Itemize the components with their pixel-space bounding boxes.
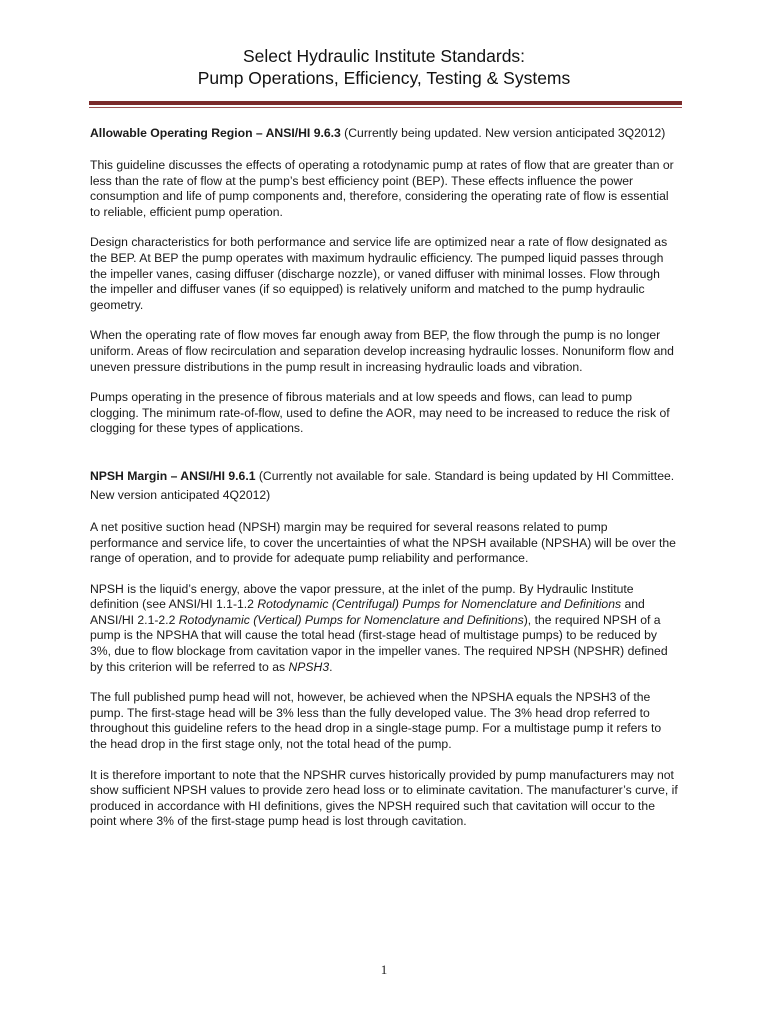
section-allowable-operating-region (90, 124, 678, 437)
paragraph: Pumps operating in the presence of fibrous materials and at low speeds and flows, can lead to pump clogging. The minimum rate-of-flow, used to define the AOR, may need to be increased to reduce the risk of clogging for these types of applications. (90, 390, 670, 436)
section-status: (Currently being updated. New version anticipated 3Q2012) (340, 126, 666, 140)
text-run: NPSH is the liquid’s energy, above the vapor pressure, at the inlet of the pump. By Hydraulic Institute definition (see ANSI/HI 1.1-1.2 (90, 581, 634, 612)
paragraph: It is therefore important to note that the NPSHR curves historically provided by pump manufacturers may not show sufficient NPSH values to provide zero head loss or to eliminate cavitation. The manufacturer’s curve, if produced in accordance with HI definitions, gives the NPSH required such that cavitation will occur to the point where 3% of the first-stage pump head is lost through cavitation. (90, 767, 678, 829)
paragraph: The full published pump head will not, however, be achieved when the NPSHA equals the NPSH3 of the pump. The first-stage head will be 3% less than the fully developed value. The 3% head drop referred to throughout this guideline refers to the head drop in a single-stage pump. For a multistage pump it refers to the head drop in the first stage only, not the total head of the pump. (90, 690, 662, 752)
text-run: and ANSI/HI 2.1-2.2 (90, 597, 645, 627)
paragraph (90, 582, 678, 676)
page-number: 1 (380, 962, 388, 977)
section-title: NPSH Margin – ANSI/HI 9.6.1 (90, 468, 256, 483)
text-run: ), the required NPSH of a pump is the NPSHA that will cause the total head (first-stage head of multistage pumps) to be reduced by 3%, due to flow blockage from cavitation vapor in the impeller vanes. The required NPSH (NPSHR) defined by this criterion will be referred to as (90, 612, 668, 674)
paragraph: This guideline discusses the effects of operating a rotodynamic pump at rates of flow that are greater than or less than the rate of flow at the pump’s best efficiency point (BEP). These effects influence the power consumption and life of pump components and, therefore, considering the operating rate of flow is essential to reliable, efficient pump operation. (90, 158, 674, 219)
paragraph: Design characteristics for both performance and service life are optimized near a rate of flow designated as the BEP. At BEP the pump operates with maximum hydraulic efficiency. The pumped liquid passes through the impeller vanes, casing diffuser (discharge nozzle), or vaned diffuser with minimal losses. Flow through the impeller and diffuser vanes (if so equipped) is relatively uniform and matched to the pump hydraulic geometry. (90, 235, 668, 312)
header-rule-thick (89, 101, 682, 105)
document-title (0, 45, 768, 89)
standard-title-italic: Rotodynamic (Centrifugal) Pumps for Nomenclature and Definitions (257, 597, 622, 612)
title-line-1: Select Hydraulic Institute Standards: (242, 46, 526, 66)
text-run: . (329, 659, 333, 674)
document-body (90, 124, 678, 845)
paragraph: A net positive suction head (NPSH) margin may be required for several reasons related to pump performance and service life, to cover the uncertainties of what the NPSH available (NPSHA) will be over the range of operation, and to provide for adequate pump reliability and performance. (90, 519, 676, 566)
section-status: (Currently not available for sale. Standard is being updated by HI Committee. New version anticipated 4Q2012) (90, 468, 675, 502)
term-italic: NPSH3 (288, 659, 330, 674)
section-heading (90, 124, 678, 143)
section-title: Allowable Operating Region – ANSI/HI 9.6.3 (90, 126, 341, 140)
paragraph: When the operating rate of flow moves far enough away from BEP, the flow through the pump is no longer uniform. Areas of flow recirculation and separation develop increasing hydraulic losses. Nonuniform flow and uneven pressure distributions in the pump result in increasing hydraulic loads and vibration. (90, 328, 674, 374)
title-line-2: Pump Operations, Efficiency, Testing & Systems (197, 68, 571, 88)
section-heading (90, 467, 678, 505)
standard-title-italic: Rotodynamic (Vertical) Pumps for Nomenclature and Definitions (178, 612, 524, 627)
section-npsh-margin (90, 467, 678, 830)
header-rule-thin (89, 107, 682, 108)
section-spacer (90, 452, 678, 467)
